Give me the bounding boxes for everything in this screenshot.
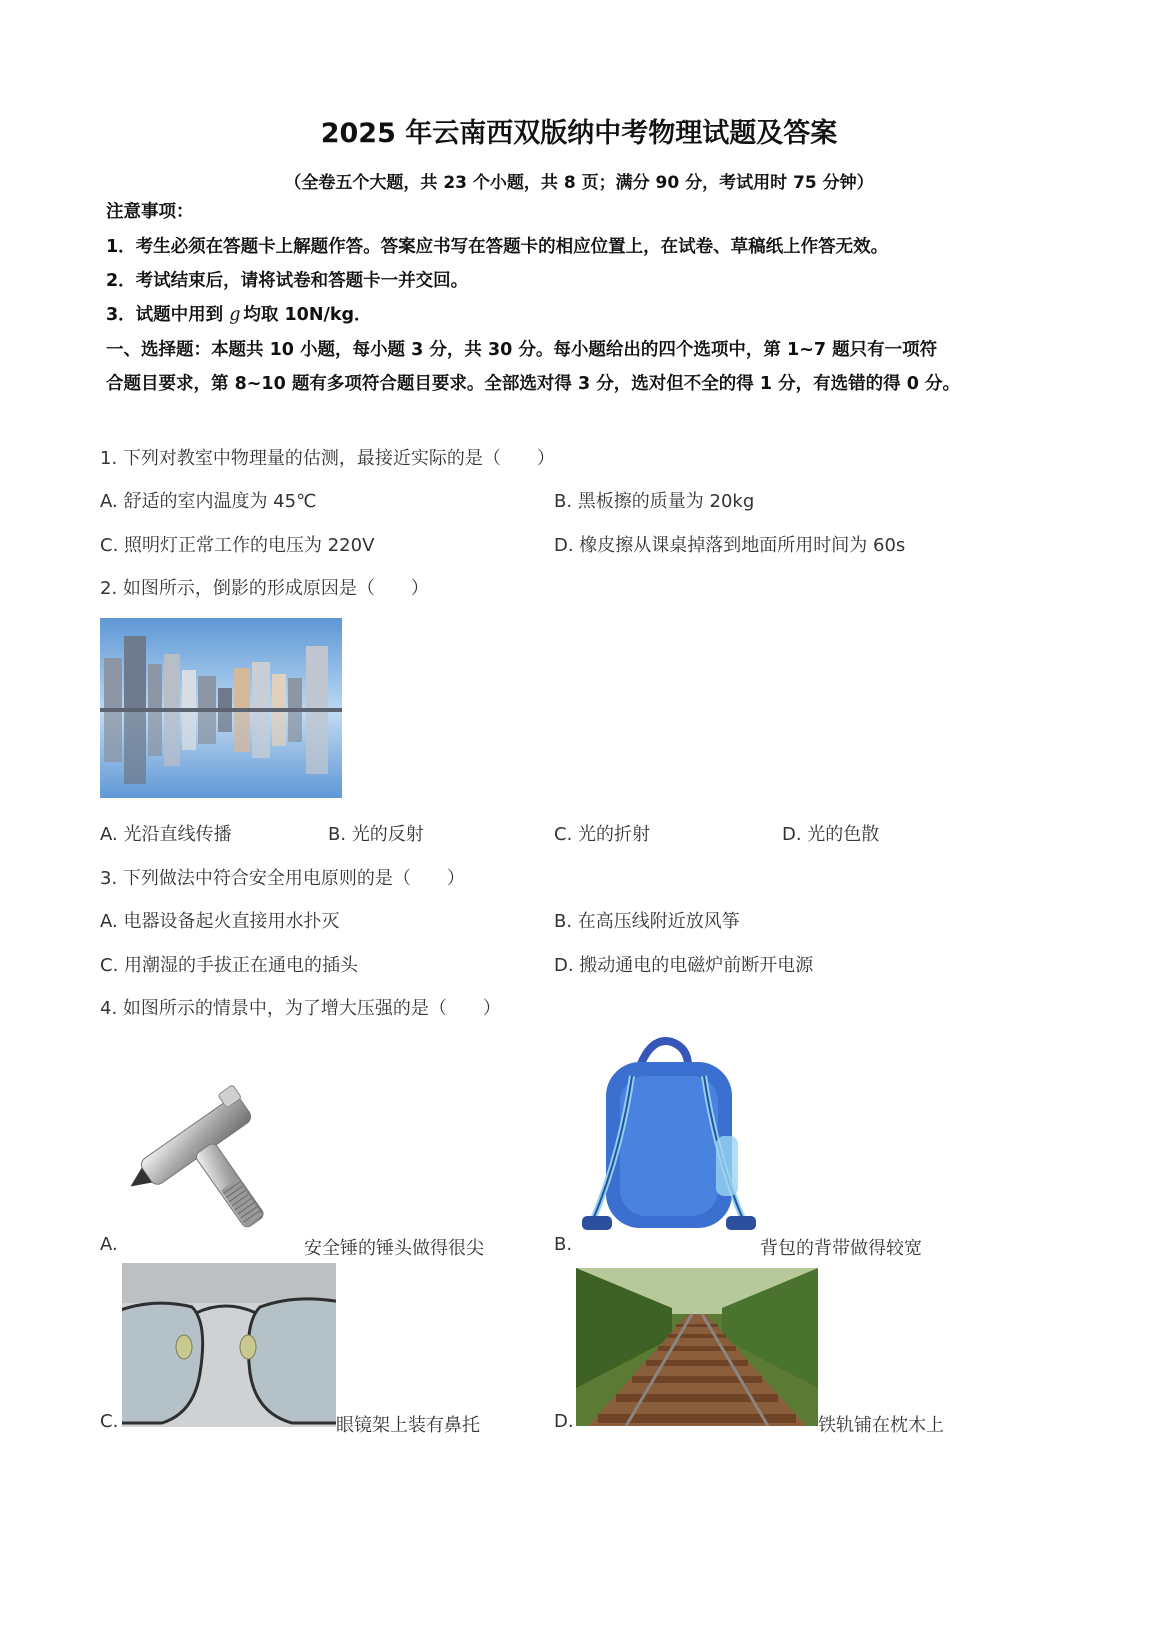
q4-option-b-text: 背包的背带做得较宽 xyxy=(760,1238,922,1259)
note-3-prefix: 3．试题中用到 xyxy=(106,305,224,325)
q4-option-d-text: 铁轨铺在枕木上 xyxy=(818,1415,944,1436)
q2-option-b: B. 光的反射 xyxy=(328,824,424,845)
glasses-image xyxy=(122,1263,336,1427)
q1-option-b: B. 黑板擦的质量为 20kg xyxy=(554,491,755,512)
q3-option-d: D. 搬动通电的电磁炉前断开电源 xyxy=(554,955,814,976)
city-reflection-image xyxy=(100,618,342,798)
q3-option-a: A. 电器设备起火直接用水扑灭 xyxy=(100,911,340,932)
q2-option-a: A. 光沿直线传播 xyxy=(100,824,232,845)
note-2: 2．考试结束后，请将试卷和答题卡一并交回。 xyxy=(106,271,469,291)
q2-stem: 2. 如图所示，倒影的形成原因是（ ） xyxy=(100,578,429,599)
page-title: 2025 年云南西双版纳中考物理试题及答案 xyxy=(320,118,838,149)
exam-info: （全卷五个大题，共 23 个小题，共 8 页；满分 90 分，考试用时 75 分钟） xyxy=(284,173,874,193)
q4-option-d-letter: D. xyxy=(554,1411,574,1432)
q4-stem: 4. 如图所示的情景中，为了增大压强的是（ ） xyxy=(100,998,501,1019)
note-3 xyxy=(106,301,372,326)
q4-option-c-text: 眼镜架上装有鼻托 xyxy=(336,1415,480,1436)
note-3-suffix: 均取 10N/kg． xyxy=(243,305,372,325)
safety-hammer-image xyxy=(122,1080,304,1250)
q3-option-c: C. 用潮湿的手拔正在通电的插头 xyxy=(100,955,359,976)
note-1: 1．考生必须在答题卡上解题作答。答案应书写在答题卡的相应位置上，在试卷、草稿纸上作答无效。 xyxy=(106,237,889,257)
q1-stem: 1. 下列对教室中物理量的估测，最接近实际的是（ ） xyxy=(100,448,555,469)
notes-heading: 注意事项： xyxy=(106,202,194,222)
railway-track-image xyxy=(576,1268,818,1426)
section1-instructions-line1: 一、选择题：本题共 10 小题，每小题 3 分，共 30 分。每小题给出的四个选项中，第 1~7 题只有一项符 xyxy=(106,340,938,360)
q1-option-d: D. 橡皮擦从课桌掉落到地面所用时间为 60s xyxy=(554,535,906,556)
q1-option-c: C. 照明灯正常工作的电压为 220V xyxy=(100,535,375,556)
q3-option-b: B. 在高压线附近放风筝 xyxy=(554,911,740,932)
backpack-image xyxy=(576,1036,760,1250)
q2-option-c: C. 光的折射 xyxy=(554,824,651,845)
q2-option-d: D. 光的色散 xyxy=(782,824,880,845)
q4-option-a-letter: A. xyxy=(100,1234,118,1255)
section1-instructions-line2: 合题目要求，第 8~10 题有多项符合题目要求。全部选对得 3 分，选对但不全的得 1 分，有选错的得 0 分。 xyxy=(106,374,960,394)
q4-option-a-text: 安全锤的锤头做得很尖 xyxy=(304,1238,484,1259)
gravity-symbol: g xyxy=(229,305,241,325)
q4-option-b-letter: B. xyxy=(554,1234,573,1255)
q1-option-a: A. 舒适的室内温度为 45℃ xyxy=(100,491,317,512)
q3-stem: 3. 下列做法中符合安全用电原则的是（ ） xyxy=(100,868,465,889)
q4-option-c-letter: C. xyxy=(100,1411,119,1432)
